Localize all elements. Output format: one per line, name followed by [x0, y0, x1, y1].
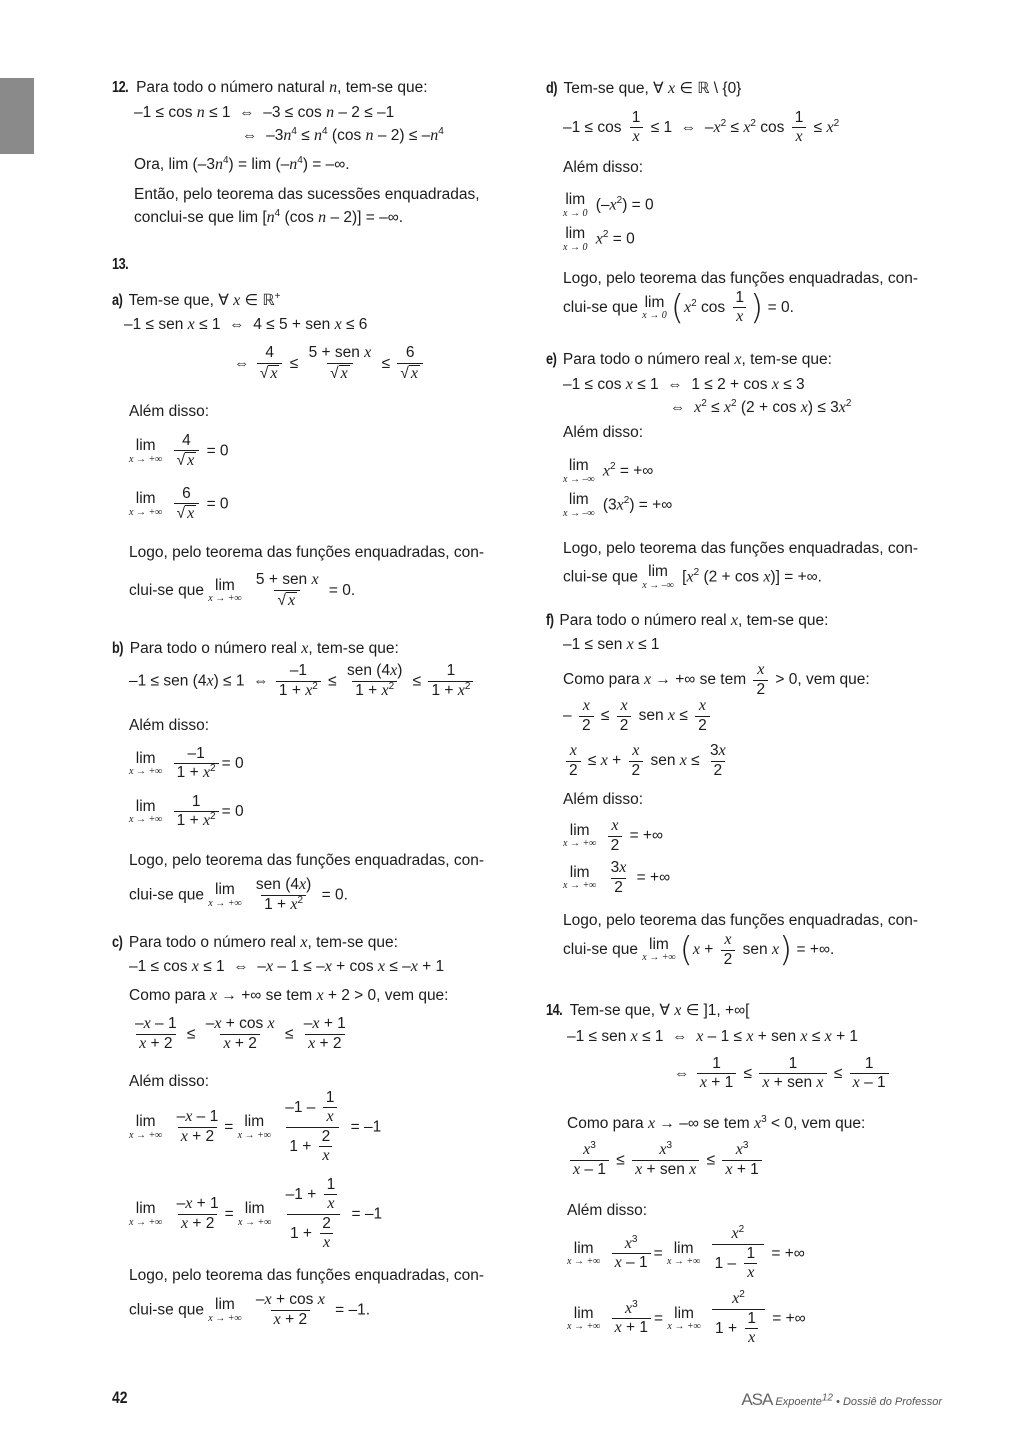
math-line: lim x → +∞ $\frac{3x}{2}$ = +∞	[563, 859, 671, 896]
math-line: clui-se que lim x → +∞ $\frac{\text{5 + sen x}}{√ x}$ = 0.	[129, 571, 356, 609]
math-line: – $\frac{x}{2}$ ≤ $\frac{x}{2}$ sen x ≤ $\frac{x}{2}$	[563, 698, 713, 734]
page-number: 42	[112, 1388, 128, 1407]
math-line: ⇔ $\frac{1}{x + 1}$ ≤ $\frac{1}{\text{x + sen x}}$ ≤ $\frac{1}{x - 1}$	[674, 1056, 892, 1092]
text-line: Logo, pelo teorema das funções enquadradas, con-	[129, 852, 485, 869]
math-line: lim x → –∞ $(3x^2)$ = +∞	[563, 491, 673, 519]
text-line: Além disso:	[563, 424, 644, 441]
math-line: ⇔ $x^2 \le x^2$ $(2 + \cos x) \le 3x^2$	[670, 397, 852, 416]
intro-text: Para todo o número natural n, tem-se que:	[136, 79, 428, 96]
text-line: Então, pelo teorema das sucessões enquadradas,	[134, 186, 480, 203]
math-line: –1 ≤ cos n ≤ 1 ⇔ –3 ≤ cos n – 2 ≤ –1	[134, 104, 395, 121]
exercise-12	[112, 80, 428, 96]
math-line: clui-se que lim x → +∞ (x + $\frac{x}{2}$ sen x) = +∞.	[563, 930, 835, 971]
text-line: Além disso:	[129, 717, 210, 734]
publisher-logo: ASA	[741, 1390, 773, 1409]
item-d: d) Tem-se que, ∀ x ∈ ℝ \ {0}	[546, 80, 742, 97]
math-line: Como para x → +∞ se tem x + 2 > 0, vem que:	[129, 987, 449, 1004]
math-line: Ora, $\lim (-3n^4) = \lim (-n^4)$ = –∞.	[134, 154, 350, 173]
text-line: Além disso:	[563, 159, 644, 176]
math-line: $\frac{x}{2}$ ≤ x + $\frac{x}{2}$ sen x ≤ $\frac{3x}{2}$	[563, 743, 732, 779]
text-line: Além disso:	[563, 791, 644, 808]
math-line: lim x → 0 $x^2 = 0$	[563, 225, 635, 253]
math-line: lim x → +∞ $\frac{1}{1 + x^2}$ = 0	[129, 793, 244, 830]
item-c: c) Para todo o número real x, tem-se que:	[112, 934, 398, 951]
text-line: Além disso:	[567, 1202, 648, 1219]
math-line: $\frac{x^3}{x - 1}$ ≤ $\frac{x^3}{\text{x + sen x}}$ ≤ $\frac{x^3}{x + 1}$	[567, 1142, 765, 1179]
item-e: e) Para todo o número real x, tem-se que:	[546, 351, 832, 368]
text-line: Logo, pelo teorema das funções enquadradas, con-	[563, 912, 919, 929]
math-line: –1 ≤ cos $\frac{1}{x}$ ≤ 1 ⇔ $-x^2 \le x^2$ cos $\frac{1}{x}$ ≤ $x^2$	[563, 109, 840, 146]
text-line: Logo, pelo teorema das funções enquadradas, con-	[563, 540, 919, 557]
math-line: clui-se que lim x → +∞ $\frac{\text{sen (4x)}}{1 + x^2}$ = 0.	[129, 876, 348, 913]
text-line: Além disso:	[129, 1073, 210, 1090]
text-line: Logo, pelo teorema das funções enquadradas, con-	[129, 544, 485, 561]
math-line: lim x → +∞ $\frac{6}{√ x}$ = 0	[129, 485, 229, 523]
math-line: –1 ≤ cos x ≤ 1 ⇔ –x – 1 ≤ –x + cos x ≤ –x + 1	[129, 958, 445, 975]
exercise-13: 13.	[112, 256, 129, 273]
math-line: $\frac{-x - 1}{x + 2}$ ≤ $\frac{\text{–x + cos x}}{x + 2}$ ≤ $\frac{-x + 1}{x + 2}$	[135, 1015, 346, 1052]
math-line: lim x → +∞ $\frac{-x + 1}{x + 2}$ = lim x → +∞ –1 + $\frac{1}{x}$ 1 + $\frac{2}{x}$ = –1	[129, 1176, 383, 1252]
math-line: ⇔ $-3n^4 \le n^4$ (cos $n - 2) \le -n^4$	[242, 125, 444, 144]
math-line: –1 ≤ sen x ≤ 1	[563, 636, 660, 653]
math-line: Como para x → +∞ se tem $\frac{x}{2}$ > 0, vem que:	[563, 661, 870, 698]
math-line: conclui-se que $\lim [n^4$ (cos n – 2)] = –∞.	[134, 207, 404, 226]
math-line: –1 ≤ sen x ≤ 1 ⇔ x – 1 ≤ x + sen x ≤ x + 1	[567, 1028, 859, 1045]
publisher-footer: ASA Expoente$^{12}$ • Dossiê do Professor	[741, 1390, 942, 1409]
text-line: Logo, pelo teorema das funções enquadradas, con-	[129, 1267, 485, 1284]
math-line: clui-se que lim x → 0 ($x^2$ cos $\frac{1}{x}$ ) = 0.	[563, 288, 794, 329]
math-line: lim x → +∞ $\frac{x^3}{x + 1}$ = lim x → +∞ $x^2$ 1 + $\frac{1}{x}$ = +∞	[567, 1288, 806, 1347]
text-line: Logo, pelo teorema das funções enquadradas, con-	[563, 270, 919, 287]
math-line: lim x → 0 $(-x^2) = 0$	[563, 191, 654, 219]
side-tab-marker	[0, 78, 34, 154]
text-line: Além disso:	[129, 403, 210, 420]
item-f: f) Para todo o número real x, tem-se que:	[546, 612, 829, 629]
math-line: lim x → –∞ $x^2$ = +∞	[563, 457, 654, 485]
math-line: lim x → +∞ $\frac{x}{2}$ = +∞	[563, 817, 664, 854]
math-line: lim x → +∞ $\frac{x^3}{x - 1}$ = lim x → +∞ $x^2$ 1 – $\frac{1}{x}$ = +∞	[567, 1223, 805, 1282]
math-line: Como para x → –∞ se tem $x^3 < 0$, vem que:	[567, 1113, 866, 1132]
math-line: ⇔ $\frac{4}{√ x}$ ≤ $\frac{\text{5 + sen x}}{√ x}$ ≤ $\frac{6}{√ x}$	[234, 345, 426, 383]
math-line: lim x → +∞ $\frac{4}{√ x}$ = 0	[129, 432, 229, 470]
item-a: a) Tem-se que, ∀ x ∈ ℝ+	[112, 290, 281, 309]
math-line: clui-se que lim x → +∞ $\frac{\text{–x + cos x}}{x + 2}$ = –1.	[129, 1291, 371, 1328]
math-line: lim x → +∞ $\frac{-1}{1 + x^2}$ = 0	[129, 745, 244, 782]
math-line: –1 ≤ cos x ≤ 1 ⇔ 1 ≤ 2 + cos x ≤ 3	[563, 376, 805, 393]
exercise-14: 14. Tem-se que, ∀ x ∈ ]1, +∞[	[546, 1002, 750, 1019]
math-line: clui-se que lim x → –∞ [$x^2$ (2 + cos x)] = +∞.	[563, 563, 822, 591]
math-line: –1 ≤ sen (4x) ≤ 1 ⇔ $\frac{-1}{1 + x^2}$ ≤ $\frac{\text{sen (4x)}}{1 + x^2}$ ≤ $\frac{1}{1 + x^2}$	[129, 663, 476, 700]
math-line: lim x → +∞ $\frac{-x - 1}{x + 2}$ = lim x → +∞ –1 – $\frac{1}{x}$ 1 + $\frac{2}{x}$ = –1	[129, 1089, 382, 1165]
math-line: –1 ≤ sen x ≤ 1 ⇔ 4 ≤ 5 + sen x ≤ 6	[124, 316, 368, 333]
item-b: b) Para todo o número real x, tem-se que:	[112, 640, 399, 657]
exercise-number: 12.	[112, 79, 129, 96]
